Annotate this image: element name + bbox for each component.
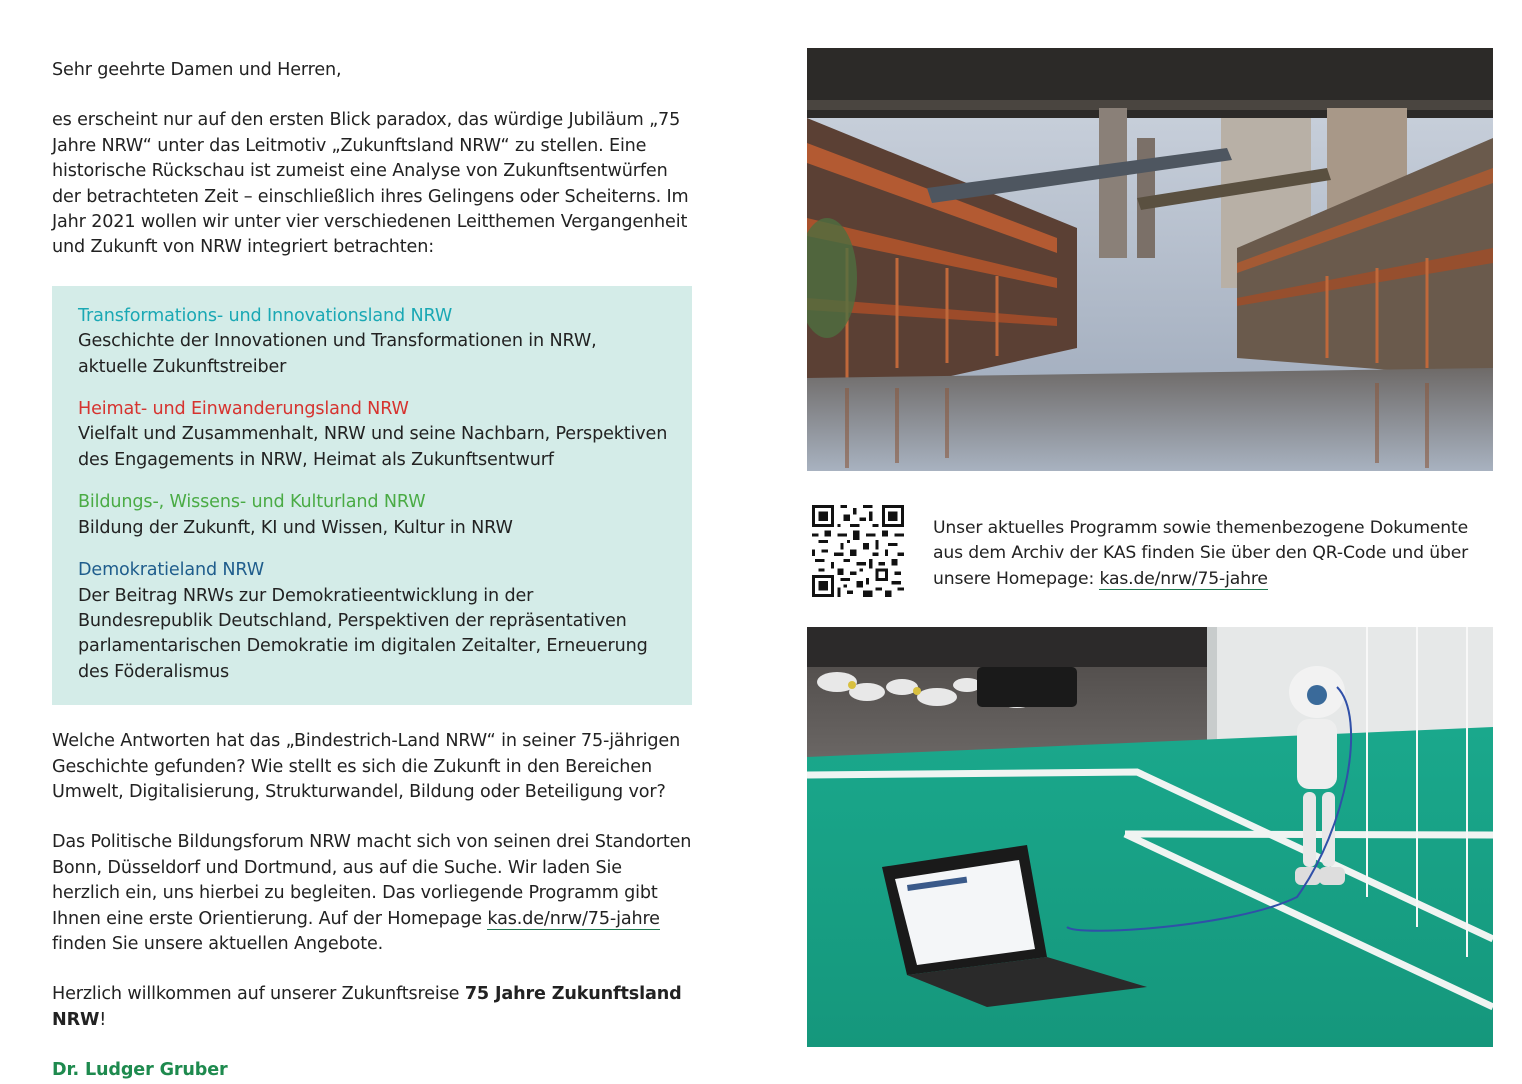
topic-item — [78, 304, 672, 380]
qr-code-icon[interactable] — [812, 505, 904, 597]
robot-soccer-illustration — [807, 627, 1493, 1047]
welcome-line — [52, 982, 692, 1033]
forum-text-start: Das Politische Bildungsforum NRW macht sich von seinen drei Standorten Bonn, Düsseldorf und Dortmund, aus auf die Suche. Wir laden Sie herzlich ein, uns hierbei zu begleiten. Das vorliegende Programm gibt Ihnen eine erste Orientierung. Auf der Homepage — [52, 832, 692, 929]
robot-soccer-photo — [807, 627, 1493, 1047]
topics-box — [52, 286, 692, 705]
welcome-end: ! — [99, 1009, 107, 1030]
topic-title: Transformations- und Innovationsland NRW — [78, 305, 453, 326]
qr-description-text: Unser aktuelles Programm sowie themenbezogene Dokumente aus dem Archiv der KAS finden Sie über den QR-Code und über unsere Homepage: — [933, 518, 1469, 589]
welcome-text: Herzlich willkommen auf unserer Zukunftsreise — [52, 984, 460, 1005]
topic-item — [78, 397, 672, 473]
homepage-link[interactable]: kas.de/nrw/75-jahre — [487, 908, 660, 929]
industrial-plant-photo — [807, 48, 1493, 471]
salutation: Sehr geehrte Damen und Herren, — [52, 60, 342, 80]
topic-text: Vielfalt und Zusammenhalt, NRW und seine Nachbarn, Perspektiven des Engagements in NRW, Heimat als Zukunftsentwurf — [78, 424, 668, 470]
forum-text-end: finden Sie unsere aktuellen Angebote. — [52, 933, 384, 954]
forum-paragraph — [52, 830, 692, 957]
industrial-plant-illustration — [807, 48, 1493, 471]
signature: Dr. Ludger Gruber — [52, 1060, 228, 1081]
topic-item — [78, 558, 672, 685]
letter-column — [52, 58, 692, 1084]
topic-text: Der Beitrag NRWs zur Demokratieentwicklung in der Bundesrepublik Deutschland, Perspektiven der repräsentativen parlamentarischen Demokratie im digitalen Zeitalter, Erneuerung des Föderalismus — [78, 585, 648, 682]
topic-title: Demokratieland NRW — [78, 560, 265, 581]
topic-title: Heimat- und Einwanderungsland NRW — [78, 399, 409, 420]
topic-text: Bildung der Zukunft, KI und Wissen, Kultur in NRW — [78, 517, 513, 538]
intro-paragraph: es erscheint nur auf den ersten Blick paradox, das würdige Jubiläum „75 Jahre NRW“ unter das Leitmotiv „Zukunftsland NRW“ zu stellen. Eine historische Rückschau ist zumeist eine Analyse von Zukunftsentwürfen der betrachteten Zeit – einschließlich ihres Gelingens oder Scheiterns. Im Jahr 2021 wollen wir unter vier verschiedenen Leitthemen Vergangenheit und Zukunft von NRW integriert betrachten: — [52, 110, 689, 258]
topic-title: Bildungs-, Wissens- und Kulturland NRW — [78, 492, 426, 513]
welcome-highlight: 75 Jahre Zukunftsland NRW — [52, 984, 682, 1030]
qr-homepage-link[interactable]: kas.de/nrw/75-jahre — [1099, 568, 1268, 589]
question-paragraph: Welche Antworten hat das „Bindestrich-Land NRW“ in seiner 75-jährigen Geschichte gefunden? Wie stellt es sich die Zukunft in den Bereichen Umwelt, Digitalisierung, Strukturwandel, Bildung oder Beteiligung vor? — [52, 731, 681, 802]
qr-description — [933, 516, 1493, 592]
topic-item — [78, 490, 672, 541]
topic-text: Geschichte der Innovationen und Transformationen in NRW, aktuelle Zukunftstreiber — [78, 331, 597, 377]
